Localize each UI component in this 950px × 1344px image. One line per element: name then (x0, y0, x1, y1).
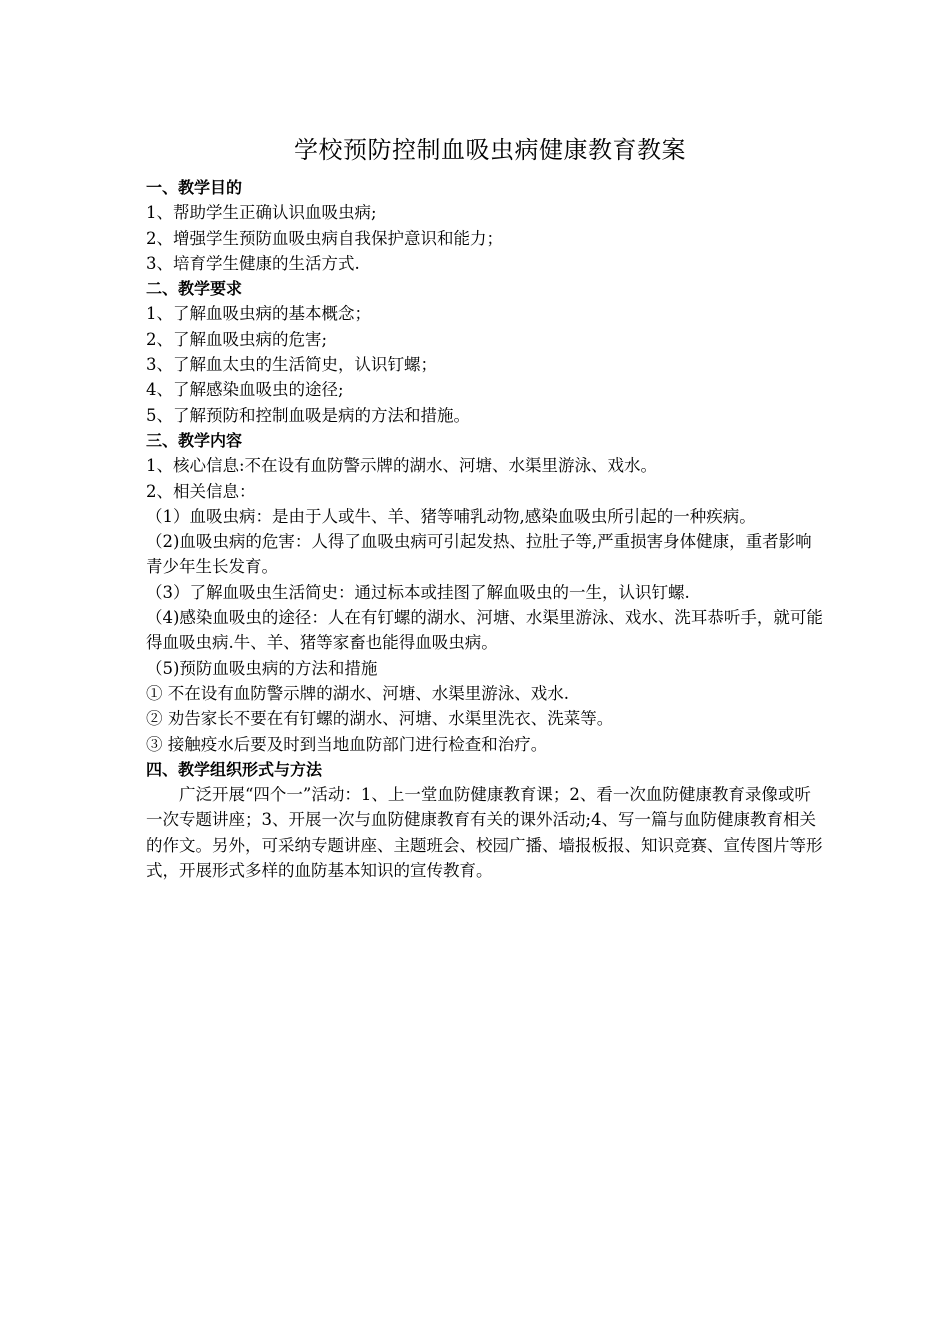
methods-paragraph: 广泛开展“四个一”活动：1、上一堂血防健康教育课；2、看一次血防健康教育录像或听一次专题讲座；3、开展一次与血防健康教育有关的课外活动;4、写一篇与血防健康教育相关的作文。另外，可采纳专题讲座、主题班会、校园广播、墙报板报、知识竞赛、宣传图片等形式，开展形式多样的血防基本知识的宣传教育。 (146, 785, 823, 881)
document-title: 学校预防控制血吸虫病健康教育教案 (294, 136, 686, 164)
content-paragraph: （1）血吸虫病：是由于人或牛、羊、猪等哺乳动物,感染血吸虫所引起的一种疾病。 (146, 506, 756, 526)
requirement-item: 2、了解血吸虫病的危害; (146, 329, 328, 349)
content-paragraph: （2)血吸虫病的危害：人得了血吸虫病可引起发热、拉肚子等,严重损害身体健康，重者影响青少年生长发育。 (146, 532, 812, 577)
objective-item: 3、培育学生健康的生活方式. (146, 253, 360, 273)
requirement-item: 1、了解血吸虫病的基本概念； (146, 304, 371, 324)
section-heading-objectives: 一、教学目的 (146, 178, 243, 197)
section-heading-requirements: 二、教学要求 (146, 279, 243, 299)
measure-item: ③ 接触疫水后要及时到当地血防部门进行检查和治疗。 (146, 734, 548, 754)
section-heading-content: 三、教学内容 (146, 430, 243, 450)
document-content (146, 133, 826, 883)
section-heading-methods: 四、教学组织形式与方法 (146, 759, 323, 779)
content-paragraph: （3）了解血吸虫生活简史：通过标本或挂图了解血吸虫的一生，认识钉螺. (146, 582, 690, 602)
core-info: 1、核心信息:不在设有血防警示牌的湖水、河塘、水渠里游泳、戏水。 (146, 456, 658, 476)
content-paragraph: （5)预防血吸虫病的方法和措施 (146, 658, 378, 678)
measure-item: ① 不在设有血防警示牌的湖水、河塘、水渠里游泳、戏水. (146, 683, 569, 703)
requirement-item: 5、了解预防和控制血吸是病的方法和措施。 (146, 405, 470, 425)
content-paragraph: （4)感染血吸虫的途径：人在有钉螺的湖水、河塘、水渠里游泳、戏水、洗耳恭听手，就可能得血吸虫病.牛、羊、猪等家畜也能得血吸虫病。 (146, 608, 823, 653)
requirement-item: 3、了解血太虫的生活简史，认识钉螺； (146, 355, 437, 375)
measure-item: ② 劝告家长不要在有钉螺的湖水、河塘、水渠里洗衣、洗菜等。 (146, 709, 614, 729)
requirement-item: 4、了解感染血吸虫的途径; (146, 380, 344, 400)
objective-item: 1、帮助学生正确认识血吸虫病; (146, 203, 377, 223)
objective-item: 2、增强学生预防血吸虫病自我保护意识和能力； (146, 228, 503, 248)
related-info-label: 2、相关信息： (146, 481, 256, 501)
